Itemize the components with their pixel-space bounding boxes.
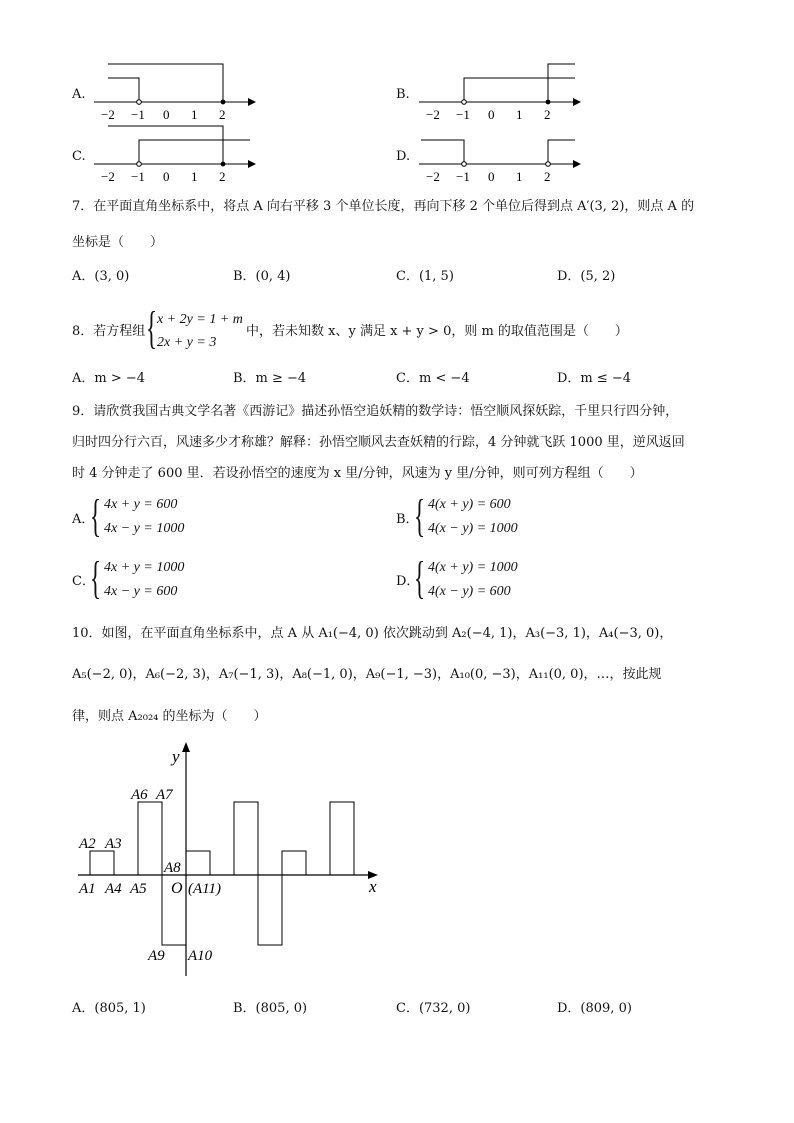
q9-option-c-label[interactable]: C． [72,574,95,589]
q7-option-d[interactable]: D．(5, 2) [557,269,616,284]
q6-number-line-d [413,120,583,186]
q7-stem-line2: 坐标是（ ） [72,235,164,250]
tick: 0 [488,169,495,184]
tick: 2 [219,169,226,184]
tick: −1 [456,107,470,122]
q9-option-a-label[interactable]: A． [72,512,95,527]
q7-stem-line1: 7．在平面直角坐标系中，将点 A 向右平移 3 个单位长度，再向下移 2 个单位后得到点 A′(3, 2)，则点 A 的 [72,199,695,214]
label-a3: A3 [105,836,122,852]
label-a1: A1 [79,881,96,897]
q8-eq2: 2x + y = 3 [157,335,217,350]
q9-line1: 9．请欣赏我国古典文学名著《西游记》描述孙悟空追妖精的数学诗：悟空顺风探妖踪，千里只行四分钟， [72,404,679,419]
q8-option-b[interactable]: B．m ≥ −4 [233,371,307,386]
tick: 1 [191,107,198,122]
tick: −2 [426,107,440,122]
tick: 1 [191,169,198,184]
q10-option-b[interactable]: B．(805, 0) [233,1001,308,1016]
q6-number-line-a [88,58,258,124]
q9-option-b-eq1: 4(x + y) = 600 [428,497,511,512]
q6-option-d-label[interactable]: D. [396,149,411,164]
q6-option-b-label[interactable]: B. [396,87,410,102]
q7-option-c[interactable]: C．(1, 5) [396,269,454,284]
tick: 1 [516,169,523,184]
tick: −1 [131,169,145,184]
q7-option-b[interactable]: B．(0, 4) [233,269,291,284]
q10-option-c[interactable]: C．(732, 0) [396,1001,471,1016]
q8-option-a[interactable]: A．m > −4 [72,371,146,386]
q9-option-d-brace: { [414,552,426,603]
tick: −1 [456,169,470,184]
label-a5: A5 [130,881,147,897]
q9-option-a-eq1: 4x + y = 600 [104,497,178,512]
q9-option-a-eq2: 4x − y = 1000 [104,521,185,536]
tick: 2 [219,107,226,122]
y-axis-label: y [172,747,180,766]
q8-suffix: 中，若未知数 x、y 满足 x + y > 0，则 m 的取值范围是（ ） [246,324,628,339]
tick: −2 [426,169,440,184]
x-axis-label: x [369,877,377,896]
tick: 2 [544,169,551,184]
q8-option-d[interactable]: D．m ≤ −4 [557,371,632,386]
tick: 0 [163,169,170,184]
q9-option-b-label[interactable]: B． [396,512,419,527]
origin-label: O [171,880,183,897]
q9-line2: 归时四分行六百，风速多少才称雄？解释：孙悟空顺风去查妖精的行踪，4 分钟就飞跃 1000 里，逆风返回 [72,435,685,450]
tick: −1 [131,107,145,122]
q9-option-c-eq2: 4x − y = 600 [104,584,178,599]
q10-line3: 律，则点 A₂₀₂₄ 的坐标为（ ） [72,709,267,724]
q9-option-c-brace: { [90,552,102,603]
label-a4: A4 [105,881,122,897]
q8-eq1: x + 2y = 1 + m [157,312,243,327]
q9-option-d-eq1: 4(x + y) = 1000 [428,560,518,575]
tick: 0 [163,107,170,122]
q8-prefix: 8．若方程组 [72,324,146,339]
q6-option-a-label[interactable]: A. [72,87,86,102]
q6-number-line-b [413,58,583,124]
label-a8: A8 [164,860,181,876]
label-a7: A7 [156,787,173,803]
q10-line2: A₅(−2, 0)，A₆(−2, 3)，A₇(−1, 3)，A₈(−1, 0)，A₉(−1, −3)，A₁₀(0, −3)，A₁₁(0, 0)，…，按此规 [72,667,662,682]
q9-option-b-eq2: 4(x − y) = 1000 [428,521,518,536]
q9-option-c-eq1: 4x + y = 1000 [104,560,185,575]
label-a10: A10 [188,948,213,964]
label-a9: A9 [148,948,165,964]
q9-option-d-eq2: 4(x − y) = 600 [428,584,511,599]
q10-option-d[interactable]: D．(809, 0) [557,1001,632,1016]
q10-figure [70,738,400,988]
q9-option-b-brace: { [414,490,426,541]
q9-line3: 时 4 分钟走了 600 里．若设孙悟空的速度为 x 里/分钟，风速为 y 里/分钟，则可列方程组（ ） [72,466,643,481]
label-a2: A2 [79,836,96,852]
q9-option-d-label[interactable]: D． [396,574,420,589]
label-a6: A6 [131,787,148,803]
tick: 0 [488,107,495,122]
tick: −2 [101,169,115,184]
q6-number-line-c [88,120,258,186]
q10-line1: 10．如图，在平面直角坐标系中，点 A 从 A₁(−4, 0) 依次跳动到 A₂(−4, 1)，A₃(−3, 1)，A₄(−3, 0)， [72,626,673,641]
q10-option-a[interactable]: A．(805, 1) [72,1001,146,1016]
q8-brace: { [146,302,158,353]
q8-option-c[interactable]: C．m < −4 [396,371,470,386]
label-a11: (A11) [188,881,222,897]
q9-option-a-brace: { [90,490,102,541]
tick: 2 [544,107,551,122]
q6-option-c-label[interactable]: C. [72,149,86,164]
tick: 1 [516,107,523,122]
q7-option-a[interactable]: A．(3, 0) [72,269,130,284]
tick: −2 [101,107,115,122]
